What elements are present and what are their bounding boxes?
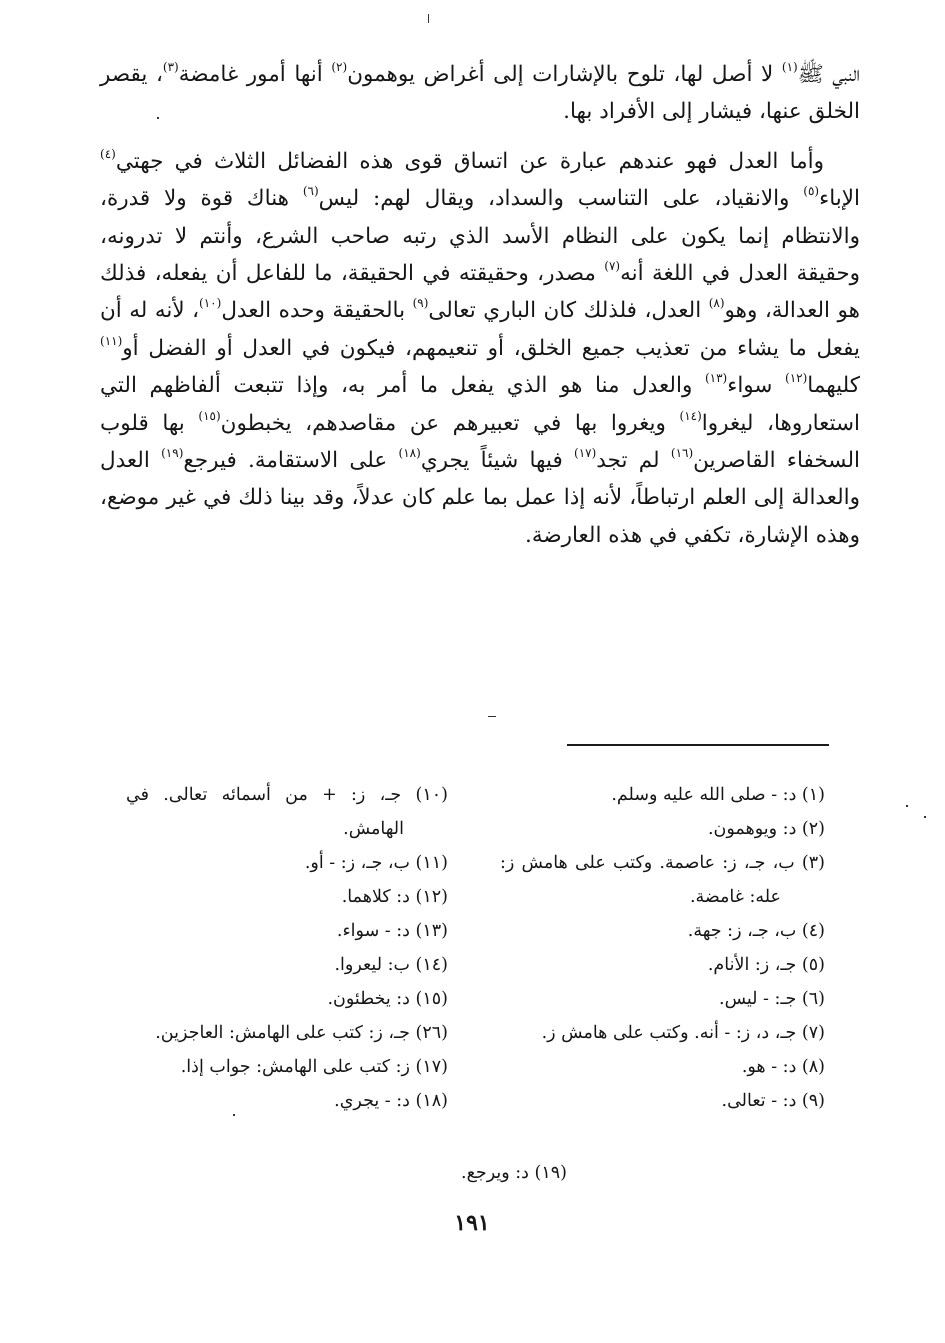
text-run: على الاستقامة. فيرجع xyxy=(183,448,399,474)
footnote: (٤) ب، جـ، ز: جهة. xyxy=(687,921,825,941)
footnote-marker: (١٠) xyxy=(199,296,222,311)
footnote: (١٤) ب: ليعروا. xyxy=(334,955,448,975)
footnote: (١٢) د: كلاهما. xyxy=(341,887,448,907)
text-run: العدل، فلذلك كان الباري تعالى xyxy=(428,298,709,324)
text-run: ويغروا بها في تعبيرهم عن مقاصدهم، يخبطون xyxy=(220,410,680,436)
text-run: كليهما xyxy=(807,373,861,399)
scan-speck xyxy=(924,816,926,818)
footnote: (٥) جـ، ز: الأنام. xyxy=(707,955,825,975)
footnote: (١٣) د: - سواء. xyxy=(336,921,448,941)
text-run: لا أصل لها، تلوح بالإشارات إلى أغراض يوهمون xyxy=(347,62,782,87)
footnote: (٦) جـ: - ليس. xyxy=(719,989,825,1009)
text-run: ، لأنه له أن يفعل ما يشاء من تعذيب جميع الخلق، أو تنعيمهم، فيكون في العدل أو الفضل أو xyxy=(100,298,860,361)
text-run: هناك قوة ولا قدرة، والانتظام إنما يكون على النظام الأسد الذي رتبه صاحب الشرع، وأنتم لا تدرونه، وحقيقة العدل في اللغة أنه xyxy=(100,186,860,287)
footnote: (٩) د: - تعالى. xyxy=(721,1091,825,1111)
text-run: والانقياد، على التناسب والسداد، ويقال لهم: ليس xyxy=(318,186,804,212)
text-run: والعدل منا هو الذي يفعل ما أمر به، وإذا تتبعت ألفاظهم التي استعاروها، ليغروا xyxy=(100,373,860,436)
footnote: (١٨) د: - يجري. xyxy=(334,1091,448,1111)
footnote: (١) د: - صلى الله عليه وسلم. xyxy=(611,785,825,805)
footnote: (٢٦) جـ، ز: كتب على الهامش: العاجزين. xyxy=(155,1023,448,1043)
paragraph-2 xyxy=(100,143,860,554)
main-text xyxy=(100,56,860,554)
footnote-marker: (٥) xyxy=(803,184,820,199)
footnote: (١٧) ز: كتب على الهامش: جواب إذا. xyxy=(180,1057,448,1077)
footnote: (٣) ب، جـ، ز: عاصمة. وكتب على هامش ز: عله: غامضة. xyxy=(500,853,825,907)
text-run: أنها أمور غامضة xyxy=(178,62,332,87)
footnote-marker: (٩) xyxy=(412,296,429,311)
text-run: الإباء xyxy=(819,186,860,212)
text-run: مصدر، وحقيقته في الحقيقة، ما للفاعل أن يفعله، فذلك هو العدالة، وهو xyxy=(100,261,860,324)
footnote-marker: (٤) xyxy=(100,146,116,161)
scan-speck xyxy=(157,117,159,119)
scan-speck xyxy=(233,1114,235,1116)
footnote: (٧) جـ، د، ز: - أنه. وكتب على هامش ز. xyxy=(541,1023,825,1043)
footnote-marker: (٣) xyxy=(162,59,179,74)
footnote-marker: (١٧) xyxy=(574,445,597,460)
text-run: بالحقيقة وحده العدل xyxy=(221,298,413,324)
scan-speck xyxy=(428,14,429,23)
footnote-marker: (٢) xyxy=(331,59,348,74)
text-run: ، يقصر الخلق عنها، فيشار إلى الأفراد بها. xyxy=(100,62,860,125)
paragraph-1 xyxy=(100,56,860,131)
text-run: النبي ﷺ xyxy=(797,62,860,87)
text-run: سواء xyxy=(727,373,786,399)
text-run: العدل والعدالة إلى العلم ارتباطاً، لأنه إذا عمل بما علم كان عدلاً، وقد بينا ذلك في غير موضع، وهذه الإشارة، تكفي في هذه العارضة. xyxy=(100,448,860,548)
footnotes-right-column xyxy=(500,778,825,1118)
footnote: (٢) د: ويوهمون. xyxy=(707,819,825,839)
footnote: (١٠) جـ، ز: + من أسمائه تعالى. في الهامش. xyxy=(126,785,448,839)
footnote-marker: (٧) xyxy=(604,258,621,273)
footnotes-left-column xyxy=(126,778,448,1118)
footnote-separator xyxy=(567,744,829,746)
footnote-marker: (٨) xyxy=(708,296,725,311)
footnote-marker: (١٤) xyxy=(679,408,702,423)
footnote-marker: (١٢) xyxy=(785,371,808,386)
footnote-marker: (١٦) xyxy=(670,445,694,460)
text-run: بها قلوب السخفاء القاصرين xyxy=(100,410,861,474)
footnote: (٨) د: - هو. xyxy=(741,1057,825,1077)
footnote-last: (١٩) د: ويرجع. xyxy=(461,1163,567,1183)
footnote-marker: (٦) xyxy=(302,184,319,199)
scan-speck xyxy=(488,716,496,717)
footnote-marker: (١١) xyxy=(100,333,123,348)
footnote-marker: (١٥) xyxy=(198,408,221,423)
scan-speck xyxy=(906,805,908,807)
footnote-marker: (١٩) xyxy=(161,445,184,460)
footnote: (١١) ب، جـ، ز: - أو. xyxy=(304,853,448,873)
text-run: لم تجد xyxy=(596,448,671,474)
footnote-marker: (١٨) xyxy=(398,445,421,460)
footnote-marker: (١) xyxy=(781,59,798,74)
footnote: (١٥) د: يخطئون. xyxy=(327,989,448,1009)
text-run: فيها شيئاً يجري xyxy=(420,448,575,474)
page-number: ١٩١ xyxy=(454,1210,490,1236)
text-run: وأما العدل فهو عندهم عبارة عن اتساق قوى هذه الفضائل الثلاث في جهتي xyxy=(115,148,824,174)
footnote-marker: (١٣) xyxy=(704,371,728,386)
